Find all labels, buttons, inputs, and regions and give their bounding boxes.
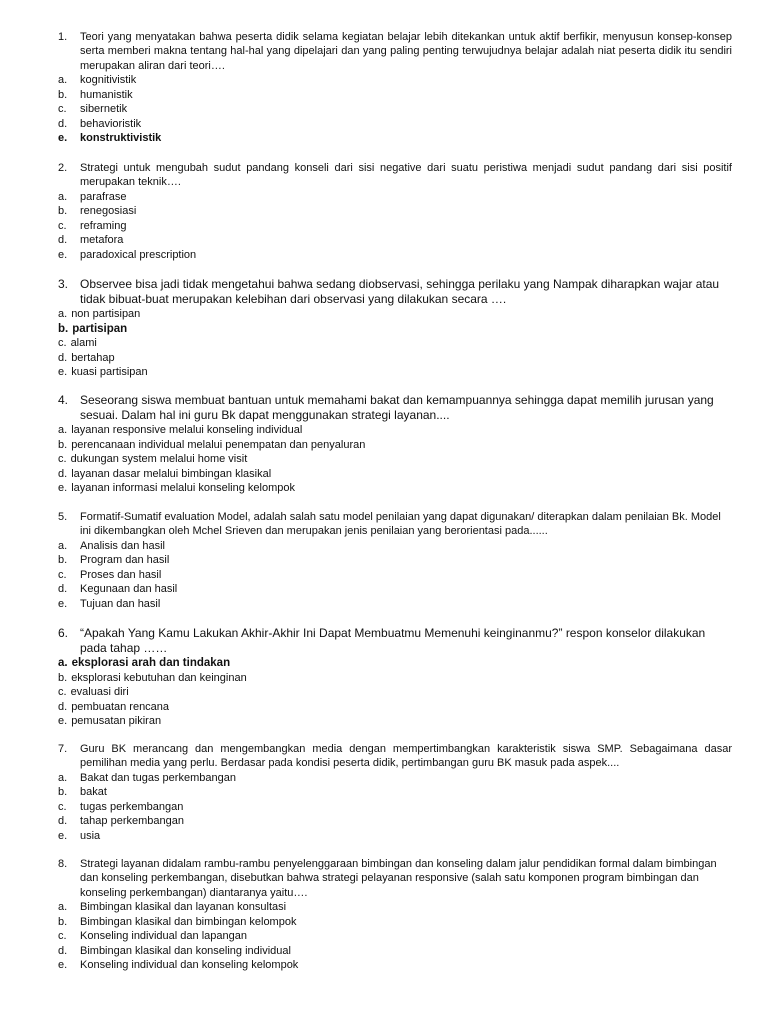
option-text: behavioristik <box>80 117 142 130</box>
question-number: 7. <box>58 743 68 755</box>
option-a <box>58 771 732 786</box>
option-a <box>58 423 732 438</box>
option-e <box>58 714 732 729</box>
option-letter: b. <box>58 671 68 684</box>
question-text: Observee bisa jadi tidak mengetahui bahwa sedang diobservasi, sehingga perilaku yang Nampak diharapkan wajar atau tidak bibuat-buat merupakan kelebihan dari observasi yang dilakukan secara …. <box>80 277 720 306</box>
option-e <box>58 958 732 973</box>
option-text: tugas perkembangan <box>80 800 184 813</box>
question-number: 4. <box>58 393 69 407</box>
option-letter: e. <box>58 715 68 727</box>
option-letter: e. <box>58 248 68 261</box>
option-b <box>58 204 732 219</box>
option-text: Kegunaan dan hasil <box>80 583 178 596</box>
option-text: Program dan hasil <box>80 554 170 567</box>
option-b <box>58 671 732 686</box>
option-text: layanan dasar melalui bimbingan klasikal <box>71 467 272 480</box>
option-c <box>58 929 732 944</box>
option-letter: b. <box>58 88 68 101</box>
option-text: dukungan system melalui home visit <box>70 453 248 465</box>
option-e <box>58 829 732 844</box>
option-a <box>58 190 732 205</box>
option-text: pemusatan pikiran <box>71 715 162 727</box>
question-5 <box>58 510 732 611</box>
option-b <box>58 785 732 800</box>
option-d <box>58 700 732 715</box>
option-letter: a. <box>58 771 68 784</box>
option-text: Bimbingan klasikal dan bimbingan kelompok <box>80 915 297 928</box>
question-text: Strategi layanan didalam rambu-rambu penyelenggaraan bimbingan dan konseling dalam jalur pendidikan formal dalam bimbingan dan konseling perkembangan, disebutkan bahwa strategi pelayanan responsive (salah satu komponen program bimbingan dan konseling perkembangan) diantaranya yaitu…. <box>80 858 717 899</box>
option-letter: b. <box>58 915 68 928</box>
option-letter: a. <box>58 74 68 87</box>
option-letter: b. <box>58 438 68 451</box>
option-text: sibernetik <box>80 103 128 116</box>
option-text: pembuatan rencana <box>71 700 170 713</box>
option-text: paradoxical prescription <box>80 248 197 261</box>
option-text: humanistik <box>80 88 133 101</box>
option-letter: b. <box>58 554 68 567</box>
option-e <box>58 481 732 496</box>
question-2 <box>58 161 732 262</box>
option-text: alami <box>70 337 97 349</box>
question-1 <box>58 30 732 146</box>
option-letter: c. <box>58 337 67 349</box>
option-text: eksplorasi kebutuhan dan keinginan <box>71 671 247 684</box>
option-text: tahap perkembangan <box>80 815 184 828</box>
option-c <box>58 219 732 234</box>
question-text: Teori yang menyatakan bahwa peserta didik selama kegiatan belajar lebih ditekankan untuk aktif berfikir, menyusun konsep-konsep serta memberi makna tentang hal-hal yang dipelajari dan yang paling penting terwujudnya belajar adalah niat peserta didik itu sendiri merupakan aliran dari teori…. <box>80 31 732 72</box>
option-text: Bimbingan klasikal dan layanan konsultasi <box>80 901 287 914</box>
option-letter: a. <box>58 539 68 552</box>
option-letter: a. <box>58 190 68 203</box>
option-text: Konseling individual dan lapangan <box>80 930 247 943</box>
option-a <box>58 73 732 88</box>
option-letter: d. <box>58 944 68 957</box>
option-letter: e. <box>58 597 68 610</box>
option-text: evaluasi diri <box>70 686 129 698</box>
option-e <box>58 597 732 612</box>
option-text: Konseling individual dan konseling kelompok <box>80 959 299 972</box>
option-c <box>58 800 732 815</box>
option-c <box>58 452 732 467</box>
option-d <box>58 814 732 829</box>
option-text: Tujuan dan hasil <box>80 597 161 610</box>
option-text: partisipan <box>72 322 128 335</box>
option-letter: d. <box>58 234 68 247</box>
question-number: 3. <box>58 277 69 291</box>
option-text: kognitivistik <box>80 74 137 87</box>
option-letter: c. <box>58 800 67 813</box>
option-d <box>58 467 732 482</box>
option-text: perencanaan individual melalui penempatan dan penyaluran <box>71 438 366 451</box>
option-b <box>58 88 732 103</box>
option-letter: a. <box>58 657 68 669</box>
question-number: 1. <box>58 31 68 43</box>
option-text: reframing <box>80 219 127 232</box>
option-text: parafrase <box>80 190 127 203</box>
option-d <box>58 944 732 959</box>
option-a <box>58 539 732 554</box>
option-text: bertahap <box>71 351 115 364</box>
option-c <box>58 685 732 700</box>
option-d <box>58 351 732 366</box>
option-a <box>58 900 732 915</box>
option-letter: c. <box>58 930 67 943</box>
option-text: renegosiasi <box>80 205 137 218</box>
option-a <box>58 307 732 322</box>
option-text: konstruktivistik <box>80 132 162 145</box>
question-7 <box>58 742 732 843</box>
question-number: 6. <box>58 626 69 640</box>
option-letter: a. <box>58 424 68 436</box>
question-8 <box>58 857 732 973</box>
option-c <box>58 568 732 583</box>
option-b <box>58 915 732 930</box>
option-letter: e. <box>58 829 68 842</box>
option-text: usia <box>80 829 101 842</box>
option-letter: a. <box>58 901 68 914</box>
option-letter: c. <box>58 453 67 465</box>
option-letter: c. <box>58 103 67 116</box>
option-letter: e. <box>58 959 68 972</box>
option-text: eksplorasi arah dan tindakan <box>71 657 231 669</box>
option-letter: c. <box>58 568 67 581</box>
option-text: non partisipan <box>71 308 141 320</box>
option-letter: e. <box>58 132 68 145</box>
option-letter: d. <box>58 815 68 828</box>
question-text: Guru BK merancang dan mengembangkan media dengan mempertimbangkan karakteristik siswa SMP. Sebagaimana dasar pemilihan media yang perlu. Berdasar pada kondisi peserta didik, pertimbangan guru BK masuk pada aspek.... <box>80 743 732 770</box>
option-letter: d. <box>58 467 68 480</box>
question-text: “Apakah Yang Kamu Lakukan Akhir-Akhir Ini Dapat Membuatmu Memenuhi keinginanmu?” respon konselor dilakukan pada tahap …… <box>80 626 706 655</box>
option-letter: c. <box>58 686 67 698</box>
question-text: Seseorang siswa membuat bantuan untuk memahami bakat dan kemampuannya sehingga dapat memilih jurusan yang sesuai. Dalam hal ini guru Bk dapat menggunakan strategi layanan.... <box>80 393 714 422</box>
option-b <box>58 553 732 568</box>
question-number: 5. <box>58 511 68 523</box>
option-letter: e. <box>58 482 68 494</box>
option-c <box>58 102 732 117</box>
option-text: Bimbingan klasikal dan konseling individual <box>80 944 291 957</box>
option-letter: b. <box>58 205 68 218</box>
option-e <box>58 248 732 263</box>
option-letter: b. <box>58 322 69 335</box>
question-6 <box>58 626 732 729</box>
question-text: Formatif-Sumatif evaluation Model, adalah salah satu model penilaian yang dapat digunakan/ diterapkan dalam penilaian Bk. Model ini dikembangkan oleh Mchel Srieven dan merupakan jenis penilaian yang berorientasi pada...... <box>80 511 721 538</box>
question-4 <box>58 393 732 496</box>
option-b <box>58 438 732 453</box>
option-d <box>58 233 732 248</box>
option-letter: d. <box>58 351 68 364</box>
option-letter: d. <box>58 700 68 713</box>
option-letter: a. <box>58 308 68 320</box>
option-letter: b. <box>58 786 68 799</box>
question-number: 8. <box>58 858 68 870</box>
option-letter: d. <box>58 117 68 130</box>
option-a-answer <box>58 656 732 671</box>
option-text: metafora <box>80 234 124 247</box>
option-e <box>58 365 732 380</box>
option-b-answer <box>58 322 732 337</box>
question-3 <box>58 277 732 380</box>
option-text: bakat <box>80 786 107 799</box>
option-letter: c. <box>58 219 67 232</box>
option-d <box>58 117 732 132</box>
option-e-answer <box>58 131 732 146</box>
option-text: kuasi partisipan <box>71 366 148 378</box>
option-text: Proses dan hasil <box>80 568 162 581</box>
option-text: Analisis dan hasil <box>80 539 165 552</box>
option-d <box>58 582 732 597</box>
option-text: layanan informasi melalui konseling kelompok <box>71 482 295 494</box>
option-text: Bakat dan tugas perkembangan <box>80 771 236 784</box>
option-c <box>58 336 732 351</box>
option-letter: d. <box>58 583 68 596</box>
option-text: layanan responsive melalui konseling individual <box>71 424 303 436</box>
question-number: 2. <box>58 162 68 174</box>
option-letter: e. <box>58 366 68 378</box>
question-text: Strategi untuk mengubah sudut pandang konseli dari sisi negative dari suatu peristiwa menjadi sudut pandang dari sisi positif merupakan teknik…. <box>80 162 732 189</box>
